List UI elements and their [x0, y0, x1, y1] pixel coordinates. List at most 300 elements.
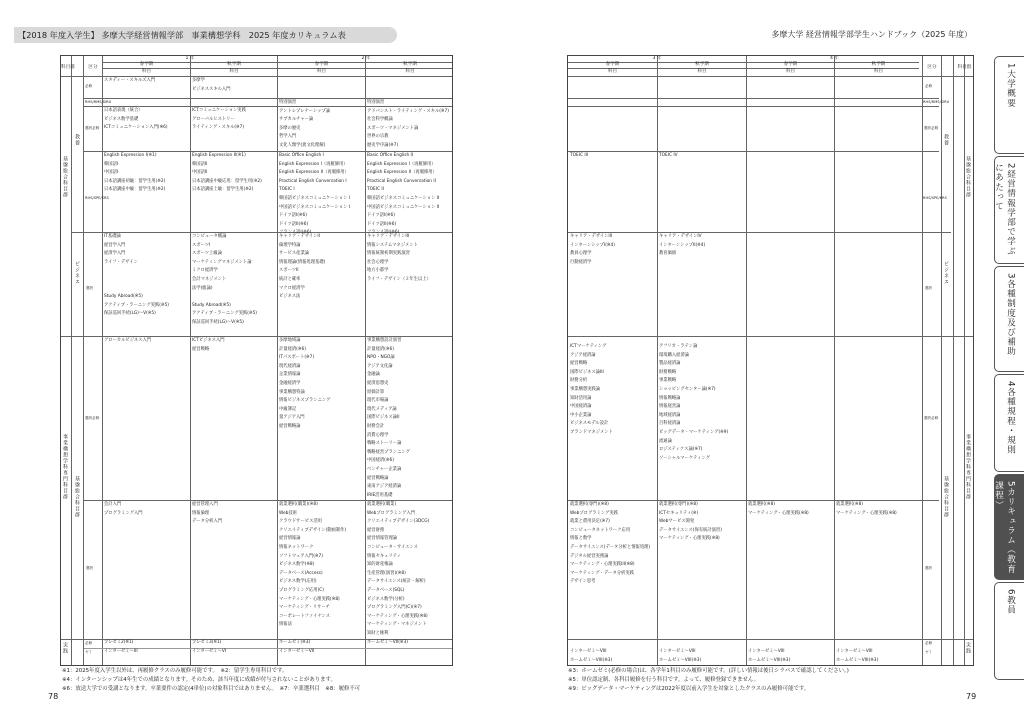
- header-kamokugun: 科目群: [61, 65, 75, 70]
- course-name: 日本語講座中級：留学生用(※2): [104, 187, 166, 193]
- course-name: 教育価値: [659, 251, 677, 257]
- course-name: Web技術: [279, 510, 297, 516]
- course-cell: [659, 501, 745, 544]
- course-name: 就業選択(※8): [836, 502, 863, 507]
- header-semester: 春学期: [605, 62, 620, 67]
- footnote: ※4：インターンシップは4年生での成績となります。そのため、該当年度に成績が付与されないことがあります。: [62, 677, 336, 683]
- header-kamoku: 科目: [141, 69, 152, 74]
- course-name: 保証巡回手続(LG)～V(※5): [192, 319, 244, 325]
- course-name: キャリア・デザインIII: [367, 234, 410, 239]
- course-name: マーケティング・リサーチ: [279, 605, 330, 611]
- course-name: 中国語ビジネスコミュニケーション I: [279, 204, 350, 210]
- course-name: ビジネススキル入門: [192, 86, 231, 92]
- course-name: 文化人類学(異文化理解): [279, 142, 326, 148]
- course-name: ショッピングセンター論(※7): [659, 386, 716, 392]
- course-name: 倫理学特論: [279, 242, 301, 248]
- course-name: 情報ネットワーク: [279, 544, 314, 550]
- course-name: NPO・NGO論: [367, 355, 395, 361]
- kubun-hissu: 必修: [85, 84, 93, 88]
- header-kamoku: 科目: [873, 69, 884, 74]
- footnote: ※5：単位認定制、各科目履修を行う科目です。よって、履修登録できません。: [568, 677, 760, 683]
- course-name: English Expression II（再履修用）: [367, 170, 437, 176]
- course-name: 経営財務: [367, 527, 385, 533]
- course-cell: [104, 501, 189, 518]
- course-name: コーポレートファイナンス: [279, 613, 331, 619]
- tab-label: 2経営情報学部で学ぶにあたって: [993, 163, 1016, 256]
- course-name: スポーツ上級論: [192, 251, 222, 257]
- course-name: アクティブ・ラーニング実践(※5): [104, 302, 169, 308]
- group-kiban: 基盤総合科目群: [965, 156, 971, 198]
- header-kamoku: 科目: [607, 69, 618, 74]
- course-name: ホームゼミ～VII(※3): [367, 640, 408, 645]
- course-name: インターゼミ～VIII: [659, 649, 696, 654]
- course-name: 事業戦略: [659, 378, 677, 384]
- course-name: 教員心理学: [570, 251, 592, 257]
- course-name: 中級簿記: [279, 406, 297, 412]
- course-name: デジタル経営実務論: [570, 553, 609, 559]
- course-name: ICTビジネス入門: [192, 338, 225, 343]
- group-kiban-small: 基盤総合科目群: [943, 476, 949, 518]
- course-name: 韓国語ビジネスコミュニケーション I: [279, 195, 350, 201]
- course-name: ドイツ語I(※6): [367, 213, 395, 219]
- kubun-code: RHS/SPE/KRS: [85, 196, 109, 200]
- course-name: Study Abroad(※5): [192, 302, 231, 308]
- curriculum-table-left: [60, 55, 453, 666]
- course-cell: [104, 337, 189, 346]
- course-name: 金融論: [367, 372, 380, 378]
- group-jisen: 実践: [62, 642, 68, 654]
- course-name: 現代市場論: [367, 398, 389, 404]
- tab-label: 3各種制度及び補助: [1005, 273, 1016, 357]
- course-name: 韓国語ビジネスコミュニケーション II: [367, 195, 440, 201]
- course-name: 国際ビジネス論II: [367, 415, 400, 421]
- course-name: 知的財産権論: [367, 562, 393, 568]
- course-name: 中国語I: [104, 170, 119, 176]
- course-name: インターゼミ～VI: [192, 648, 227, 654]
- tab-label: 1大学概要: [1005, 63, 1016, 108]
- course-name: 情報理論(情報処理基礎): [279, 259, 326, 265]
- course-name: データベース(Access): [279, 570, 323, 576]
- course-name: Study Abroad(※5): [104, 294, 143, 300]
- course-name: 事業構想実践論: [570, 386, 601, 392]
- course-name: マーケティング・データ分析実践: [570, 570, 634, 576]
- course-name: ビジネス数学(※8): [279, 562, 315, 568]
- header-kamoku: 科目: [229, 69, 239, 74]
- course-cell: [367, 233, 453, 285]
- course-name: マーケティング・心理実践(※8): [836, 510, 897, 516]
- kubun-hissu: 必修: [925, 84, 933, 88]
- header-semester: 春学期: [139, 62, 154, 67]
- header-kubun: 区分: [88, 65, 98, 70]
- kubun-sentaku-hissu: 選択必修: [85, 126, 100, 130]
- course-name: ICTセキュリティ(※): [659, 510, 699, 516]
- course-name: ソーシャルマーケティング: [659, 455, 710, 461]
- course-name: 財務会計: [367, 423, 385, 429]
- header-semester: 秋学期: [695, 62, 709, 67]
- header-semester: 春学期: [314, 62, 329, 67]
- tab-curriculum[interactable]: [994, 474, 1024, 580]
- course-name: English Expression I（再履修用）: [279, 161, 348, 167]
- course-name: アジア経済論: [570, 352, 596, 358]
- kubun-hissu: 必修: [925, 641, 933, 645]
- course-name: マーケティング・心理実践(※8): [659, 536, 720, 542]
- course-cell: [367, 99, 453, 151]
- course-name: スポーツI: [192, 242, 211, 248]
- course-name: ホームゼミ～VIII(※3): [836, 657, 879, 663]
- course-name: 中国語II: [192, 170, 208, 176]
- course-name: 国際ビジネス論III: [570, 369, 604, 375]
- group-kiban-small: 基盤総合科目群: [74, 476, 80, 518]
- course-cell: [570, 501, 656, 587]
- course-cell: [104, 152, 189, 195]
- header-kamoku: 科目: [697, 69, 707, 74]
- page-number-right: 79: [966, 692, 977, 701]
- course-cell: [279, 337, 365, 432]
- course-name: ビジネス法: [279, 294, 301, 300]
- course-name: ドイツ語II(※6): [279, 221, 309, 227]
- course-name: 経営管理入門: [192, 502, 218, 507]
- footnote: ※9：ビッグデータ・マーケティングは2022年度以前入学生を対象としたクラスのみ履修可能です。: [568, 686, 810, 692]
- handbook-subtitle: 多摩大学 経営情報学部学生ハンドブック（2025 年度）: [771, 30, 972, 39]
- course-cell: [104, 77, 189, 86]
- kubun-code: RHS/RMS/SIRU: [85, 100, 112, 104]
- course-name: ITパスポート(※7): [279, 355, 315, 361]
- course-name: ICTマーケティング: [570, 344, 607, 349]
- course-name: プログラミング応用(C): [279, 587, 324, 593]
- course-cell: [192, 77, 277, 94]
- tab-manabu[interactable]: [994, 156, 1024, 264]
- course-cell: [279, 99, 365, 151]
- tab-kyouin[interactable]: [994, 582, 1024, 680]
- course-name: English Expression II（再履修用）: [279, 170, 349, 176]
- course-name: Webプログラミング実践: [570, 510, 618, 516]
- header-semester: 秋学期: [871, 62, 886, 67]
- course-name: マーケティング・心理実践III(※8): [570, 562, 635, 568]
- course-name: 就業選択(※8): [748, 502, 775, 507]
- header-kamoku: 科目: [405, 69, 415, 74]
- course-name: 製品経済論: [659, 361, 681, 367]
- course-name: TOEIC II: [367, 187, 384, 193]
- course-name: 日本語講座上級：留学生用(※2): [192, 187, 254, 193]
- course-name: 地域経済論: [659, 412, 681, 418]
- header-kamokugun: 科目群: [957, 65, 972, 70]
- course-cell: [192, 501, 277, 527]
- course-name: ライティング・スキル(※7): [192, 125, 245, 131]
- course-name: アフリカ・ラテン論: [659, 344, 698, 349]
- kubun-seminar: ゼミ: [85, 650, 93, 654]
- kubun-hissu: 必修: [85, 641, 93, 645]
- course-name: IT基礎論: [104, 234, 121, 239]
- course-cell: [659, 648, 745, 665]
- kubun-sentaku: 選択: [86, 286, 94, 290]
- course-name: 中国語ビジネスコミュニケーション II: [367, 204, 440, 210]
- course-cell: [192, 107, 277, 133]
- course-name: 知財活用論: [570, 395, 592, 401]
- kubun-sentaku-hissu: 選択必修: [924, 126, 939, 130]
- course-name: マクロ経済学: [279, 285, 305, 291]
- course-name: スポーツ・マネジメント論: [367, 125, 419, 131]
- course-name: ビッグデータ・マーケティング(※9): [659, 429, 729, 435]
- course-name: インターゼミ～VIII: [748, 649, 785, 654]
- course-name: 情報経営論: [659, 404, 681, 410]
- course-name: クリエイティブデザイン(3DCG): [367, 519, 430, 525]
- course-name: 就業選択(職業)(※8): [279, 502, 318, 507]
- course-name: キャリア・デザインIII: [570, 234, 613, 239]
- course-name: 財務分析: [570, 378, 588, 384]
- course-name: 情報法: [279, 622, 292, 628]
- course-cell: [192, 337, 277, 354]
- course-name: 企業情報論: [279, 372, 301, 378]
- course-name: English Expression I(※1): [104, 153, 157, 158]
- course-name: 世界の宗教: [367, 134, 389, 140]
- course-name: 東南アジア経済論: [367, 484, 402, 490]
- course-cell: [279, 501, 365, 630]
- course-name: マーケティングマネジメント論: [192, 259, 252, 265]
- course-name: インターゼミ～VII: [279, 648, 315, 654]
- course-name: 情報セキュリティ: [367, 553, 401, 559]
- course-name: 流通論: [659, 438, 672, 444]
- course-name: 会計入門: [104, 502, 122, 507]
- course-name: 財務戦略: [659, 369, 677, 375]
- course-name: 金融経済学: [279, 380, 301, 386]
- course-name: 量アジア入門: [279, 415, 305, 421]
- course-name: ドイツ語II(※6): [367, 221, 397, 227]
- course-name: 現代経済論: [279, 363, 301, 369]
- course-name: マーケティング・マネジメント: [367, 622, 427, 628]
- course-name: デザイン思考: [570, 579, 596, 585]
- curriculum-table-right: [567, 55, 974, 666]
- course-name: 知財と権利: [367, 630, 389, 636]
- course-name: 就業と費用決定(※7): [570, 519, 610, 525]
- group-business: ビジネス: [74, 261, 80, 285]
- tab-label: 5カリキュラム（教育課程）: [993, 481, 1016, 574]
- course-name: 特別演習: [279, 100, 297, 105]
- course-name: 就業選択(専門)(※8): [570, 502, 609, 507]
- course-cell: [659, 343, 745, 463]
- group-business: ビジネス: [943, 261, 949, 285]
- course-name: ドイツ語I(※6): [279, 213, 307, 219]
- course-name: ライフ・デザイン: [104, 259, 138, 265]
- course-cell: [836, 648, 921, 665]
- course-name: キャリア・デザインIV: [659, 234, 702, 239]
- course-name: マーケティング・心理実践(※8): [279, 596, 340, 602]
- course-name: 日本語講座初級：留学生用(※2): [104, 178, 166, 184]
- course-name: 経済学入門: [104, 251, 126, 257]
- course-name: English Expression II(※1): [192, 153, 246, 158]
- page-title: 【2018 年度入学生】 多摩大学経営情報学部 事業構想学科 2025 年度カリキュラム表: [14, 27, 397, 43]
- course-name: コンピュータ概論: [192, 234, 227, 239]
- course-name: 哲学入門: [279, 134, 297, 140]
- tab-daigaku-gaiyou[interactable]: [994, 56, 1024, 154]
- course-cell: [570, 152, 656, 161]
- course-name: Basic Office English II: [367, 153, 414, 158]
- course-name: ソフトウェア入門(※7): [279, 553, 323, 559]
- course-name: 事業構想特論: [279, 389, 305, 395]
- course-name: 多摩学: [192, 78, 205, 83]
- course-name: ICTコミュニケーション実践: [192, 108, 246, 113]
- course-name: 百科経済論: [659, 421, 681, 427]
- course-name: ロジスティクス論(※7): [659, 447, 703, 453]
- footnote: ※6：放送大学での受講となります。卒業要件の認定(4単位)の対象科目ではありません。 ※7：卒業選科目 ※8：履修不可: [62, 686, 361, 692]
- header-year-1: 1 年: [185, 56, 195, 61]
- course-name: ベンチャー企業論: [367, 466, 402, 472]
- course-cell: [748, 648, 833, 665]
- course-name: ICTコミュニケーション入門(※6): [104, 125, 168, 131]
- course-name: 情報と数学: [570, 536, 592, 542]
- course-name: Webプログラミング入門: [367, 510, 415, 516]
- course-name: ブランドマネジメント: [570, 429, 613, 435]
- course-cell: [104, 107, 189, 133]
- course-name: 経営学入門: [104, 242, 126, 248]
- course-name: 法学(総論): [192, 285, 213, 291]
- group-jisen: 実践: [965, 642, 971, 654]
- kubun-sentaku: 選択: [925, 286, 933, 290]
- course-name: キャリア・デザインII: [279, 234, 320, 239]
- tab-kitei[interactable]: [994, 374, 1024, 472]
- course-name: 消費心理学: [367, 432, 389, 438]
- kubun-sentaku-hissu: 選択必修: [924, 416, 939, 420]
- course-name: インターゼミ～III: [104, 648, 138, 654]
- course-cell: [659, 152, 745, 161]
- course-name: ホームゼミ～VIII(※3): [748, 657, 791, 663]
- course-name: フランス語I(※6): [279, 230, 312, 236]
- course-name: 地方小都学: [367, 268, 389, 274]
- course-name: English Expression I（再履修用）: [367, 161, 436, 167]
- course-name: 日本語表現（統合）: [104, 108, 143, 113]
- course-cell: [104, 639, 189, 656]
- course-name: サブカルチャー論: [279, 117, 314, 123]
- course-cell: [104, 233, 189, 319]
- course-name: 日本語講座中級応用：留学生用(※2): [192, 178, 262, 184]
- course-name: スタディー・スキルズ入門: [104, 78, 156, 83]
- course-name: 経営情報論: [279, 536, 301, 542]
- course-name: アドバンスト・ライティング・スキル(※7): [367, 108, 449, 114]
- course-name: プレゼミ2(※1): [104, 640, 134, 645]
- course-name: プログラミング入門: [104, 510, 143, 516]
- course-name: 保証巡回手続(LG)～V(※5): [104, 311, 156, 317]
- course-name: インターゼミ～VIII: [836, 649, 873, 654]
- course-name: データサイエンス(データ分析と情報処理): [570, 544, 651, 550]
- course-cell: [279, 639, 365, 656]
- course-cell: [367, 337, 453, 500]
- course-name: ビジネス数学(分析): [367, 596, 405, 602]
- kubun-sentaku: 選択: [925, 566, 933, 570]
- header-year-3: 3 年: [652, 56, 662, 61]
- course-name: 中国経済(※6): [367, 458, 394, 464]
- course-name: 社会心理学: [367, 259, 389, 265]
- course-name: クリエイティブデザイン(動画制作): [279, 527, 347, 533]
- group-kiban: 基盤総合科目群: [62, 156, 68, 198]
- course-name: 経営情報管理論: [367, 536, 398, 542]
- course-name: ビジネス数学基礎: [104, 116, 139, 122]
- course-name: プログラミング入門(C)(※7): [367, 605, 422, 611]
- course-name: 生産管理(演習)(※8): [367, 570, 406, 576]
- course-name: 歴史学序論(※7): [367, 142, 399, 148]
- course-name: 多摩地域論: [279, 338, 301, 343]
- course-name: アクティブ・ラーニング実践(※5): [192, 311, 257, 317]
- course-cell: [192, 152, 277, 195]
- course-name: 社会科学概論: [367, 117, 393, 123]
- course-name: インターゼミ～VIII: [570, 649, 607, 654]
- course-cell: [570, 233, 656, 267]
- course-name: インターンシップII(※4): [659, 242, 706, 248]
- tab-label: 6教員: [1005, 589, 1016, 615]
- course-name: プレゼミ3(※1): [192, 640, 222, 645]
- course-name: サービス産業論: [279, 251, 310, 257]
- course-name: 行動経済学: [570, 259, 592, 265]
- course-name: 現代メディア論: [367, 406, 397, 412]
- course-name: スポーツII: [279, 268, 299, 274]
- course-name: 戦略経営プランニング: [367, 449, 410, 455]
- course-name: ビジネスモデル設計: [570, 421, 609, 427]
- course-name: 韓国語I: [104, 161, 119, 167]
- course-cell: [192, 233, 277, 328]
- course-name: TOEIC III: [570, 153, 589, 158]
- course-name: 会計マネジメント: [192, 276, 227, 282]
- course-name: ライフ・デザイン（２年生以上）: [367, 276, 431, 282]
- course-name: データベース(SQL): [367, 587, 405, 593]
- course-name: 経営戦略: [570, 361, 588, 367]
- course-cell: [570, 343, 656, 438]
- course-name: TOEIC IV: [659, 153, 678, 158]
- course-name: インターンシップI(※4): [570, 242, 615, 248]
- course-name: Webサービス開発: [659, 519, 695, 525]
- course-name: 計量経済(※6): [367, 346, 394, 352]
- course-name: Practical English Conversation I: [279, 178, 347, 184]
- course-name: 経済思想史: [367, 380, 389, 386]
- course-name: アントレプレナーシップ論: [279, 108, 331, 114]
- course-name: マーケティング・心理実践(※8): [748, 510, 809, 516]
- footnote: ※1：2025年度入学生以外は、再履修クラスのみ履修可能です。 ※2：留学生専用科目です。: [62, 668, 288, 674]
- course-name: フランス語I(※6): [367, 230, 400, 236]
- course-name: ミクロ経済学: [192, 268, 218, 274]
- kubun-sentaku-hissu: 選択必修: [85, 416, 100, 420]
- header-semester: 春学期: [783, 62, 798, 67]
- group-senmon: 事業構想学科専門科目群: [965, 434, 971, 500]
- course-name: IRIE活用基礎: [367, 492, 393, 498]
- header-kamoku: 科目: [316, 69, 327, 74]
- header-year-4: 4 年: [830, 56, 839, 61]
- course-name: 経営戦略論: [367, 475, 389, 481]
- header-semester: 秋学期: [403, 62, 417, 67]
- course-name: データサイエンス(保有統計演習): [659, 527, 722, 533]
- course-cell: [570, 648, 656, 665]
- header-kamoku: 科目: [785, 69, 796, 74]
- course-cell: [659, 233, 745, 259]
- course-name: クラウドサービス活用: [279, 519, 322, 525]
- header-year-2: 2 年: [361, 56, 371, 61]
- course-name: 情報統制初期実践演習: [367, 251, 410, 257]
- course-name: Basic Office English I: [279, 153, 324, 158]
- course-name: 環境購入経済論: [659, 352, 690, 358]
- course-name: 経営戦略論: [279, 423, 301, 429]
- kubun-code: RHS/SPE/KRS: [923, 196, 947, 200]
- course-name: 中小企業論: [570, 412, 592, 418]
- group-kyouyou: 教養: [74, 134, 80, 146]
- course-name: 特別演習: [367, 100, 385, 105]
- course-name: ホームゼミ～VIII(※3): [659, 657, 702, 663]
- course-name: 情報戦略論: [659, 395, 681, 401]
- course-name: 経営戦略: [192, 346, 210, 352]
- course-cell: [279, 152, 365, 238]
- course-name: コンピュータネットワーク応用: [570, 527, 631, 533]
- header-kubun: 区分: [927, 65, 937, 70]
- group-senmon: 事業構想学科専門科目群: [62, 434, 68, 500]
- tab-label: 4各種規程・規則: [1005, 381, 1016, 455]
- course-name: ホームゼミ～VIII(※3): [570, 657, 613, 663]
- tab-seido[interactable]: [994, 266, 1024, 372]
- course-name: 中国経済論: [570, 404, 592, 410]
